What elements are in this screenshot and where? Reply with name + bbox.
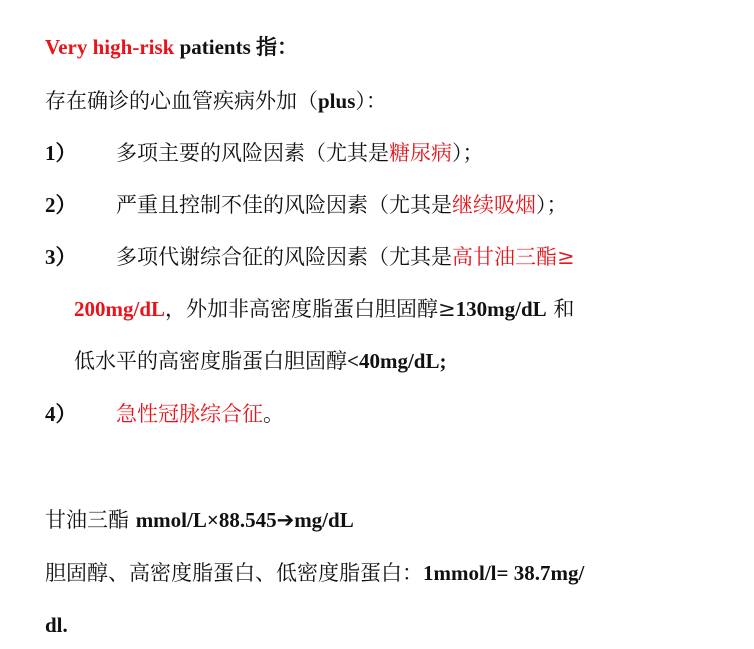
- item-2-number: 2）: [45, 193, 77, 217]
- item-1: [116, 139, 484, 167]
- item-3-nonhdl-threshold: 130mg/dL: [455, 297, 547, 321]
- very-high-risk-term: Very high-risk: [45, 35, 175, 59]
- item-3-hdl-threshold: <40mg/dL;: [347, 349, 447, 373]
- definition-line: [45, 87, 387, 115]
- item-1-number: 1）: [45, 141, 77, 165]
- item-3-text: 多项代谢综合征的风险因素（尤其是: [116, 245, 452, 269]
- item-1-end: ）；: [452, 141, 484, 165]
- item-3-line-1: [116, 243, 575, 271]
- item-4-highlight: 急性冠脉综合征: [116, 402, 263, 426]
- header-rest: patients 指：: [174, 35, 299, 59]
- item-1-highlight: 糖尿病: [389, 141, 452, 165]
- tg-label: 甘油三酯: [45, 508, 136, 532]
- chol-label: 胆固醇、高密度脂蛋白、低密度脂蛋白：: [45, 561, 423, 585]
- chol-conversion-wrap: dl.: [45, 613, 68, 637]
- item-3-line-2-end: 和: [546, 297, 575, 321]
- item-2-text: 严重且控制不佳的风险因素（尤其是: [116, 193, 452, 217]
- definition-text: 存在确诊的心血管疾病外加（: [45, 89, 318, 113]
- item-3-line-3: [74, 347, 446, 375]
- definition-end: ）：: [355, 89, 387, 113]
- chol-factor: 1mmol/l= 38.7mg/: [423, 561, 585, 585]
- header-line: [45, 33, 298, 61]
- tg-factor: mmol/L×88.545: [135, 508, 277, 532]
- item-3-line-2: [74, 295, 574, 323]
- item-2-highlight: 继续吸烟: [452, 193, 536, 217]
- item-2-end: ）；: [536, 193, 568, 217]
- item-2: [116, 191, 568, 219]
- item-4-number: 4）: [45, 402, 77, 426]
- right-arrow-icon: ➔: [276, 508, 295, 532]
- item-4: [116, 400, 284, 428]
- item-3-number: 3）: [45, 245, 77, 269]
- plus-term: plus: [318, 89, 356, 113]
- chol-conversion-line: [45, 559, 584, 587]
- item-1-text: 多项主要的风险因素（尤其是: [116, 141, 389, 165]
- item-3-line-2-text: ，外加非高密度脂蛋白胆固醇≥: [165, 297, 456, 321]
- item-4-end: 。: [263, 402, 284, 426]
- tg-unit: mg/dL: [294, 508, 354, 532]
- item-3-line-3-text: 低水平的高密度脂蛋白胆固醇: [74, 349, 347, 373]
- tg-conversion-line: [45, 506, 354, 534]
- item-3-tg-threshold: 200mg/dL: [74, 297, 166, 321]
- item-3-highlight: 高甘油三酯≥: [452, 245, 575, 269]
